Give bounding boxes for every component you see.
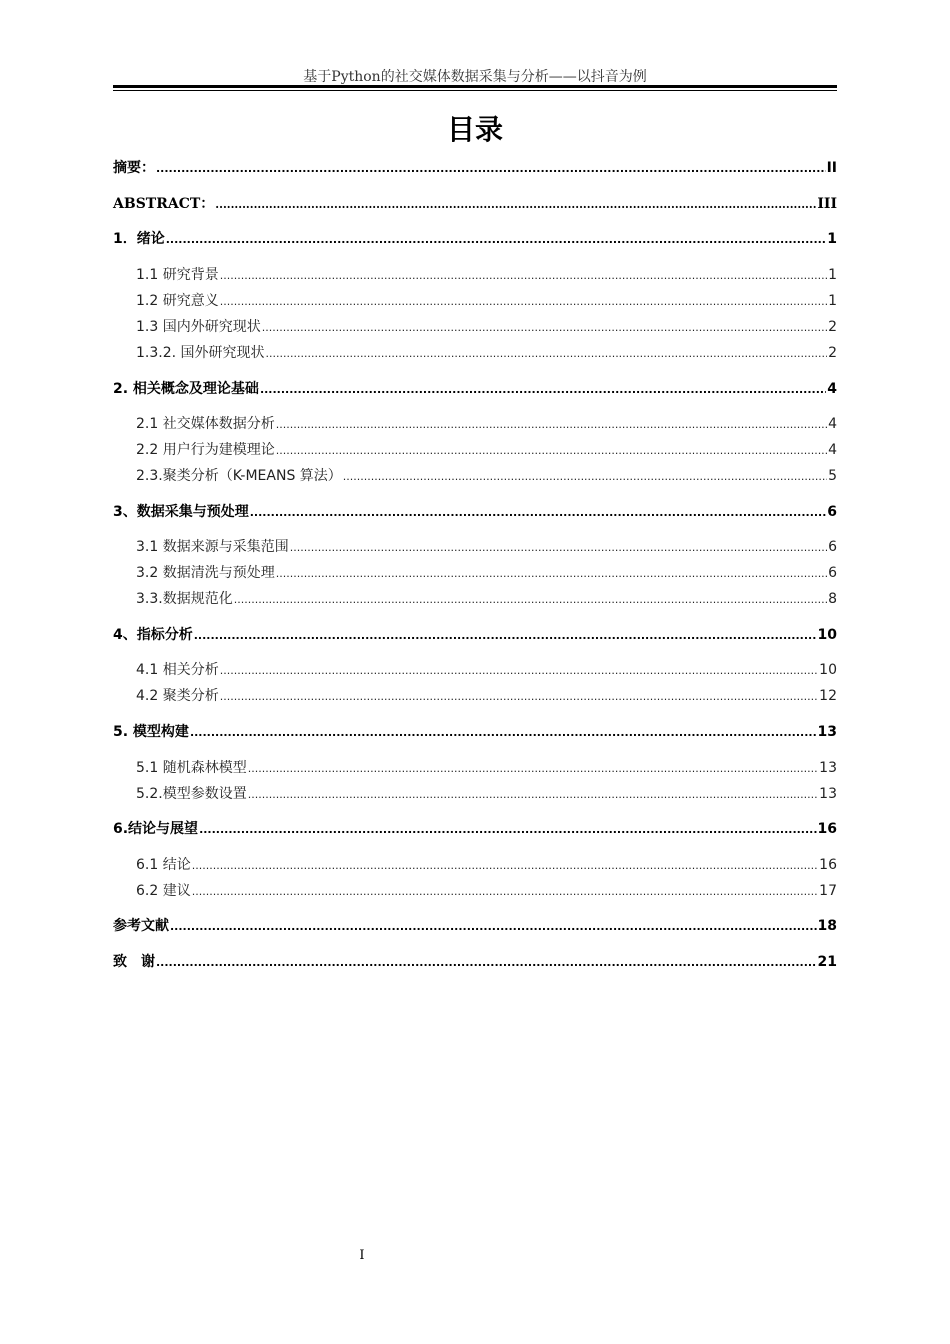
toc-entry-chapter-3[interactable]	[113, 501, 837, 521]
toc-entry-page: 21	[817, 954, 837, 970]
toc-entry-page: 1	[828, 293, 837, 309]
toc-entry-section[interactable]	[113, 316, 837, 336]
toc-entry-page: 4	[828, 442, 837, 458]
toc-entry-label: 5.1 随机森林模型	[136, 760, 247, 776]
toc-leader	[220, 690, 818, 703]
toc-entry-label: 4、指标分析	[113, 627, 193, 643]
toc-entry-page: 1	[827, 231, 837, 247]
toc-leader	[276, 567, 827, 580]
toc-entry-label: 4.1 相关分析	[136, 662, 219, 678]
toc-leader	[290, 541, 827, 554]
toc-leader	[220, 269, 827, 282]
toc-leader	[276, 418, 827, 431]
toc-entry-page: 17	[819, 883, 837, 899]
toc-leader	[199, 823, 816, 836]
toc-leader	[192, 859, 818, 872]
toc-entry-section[interactable]	[113, 588, 837, 608]
running-header: 基于Python的社交媒体数据采集与分析——以抖音为例	[303, 69, 647, 85]
toc-entry-label: 1.3 国内外研究现状	[136, 319, 261, 335]
toc-entry-page: 1	[828, 267, 837, 283]
toc-entry-chapter-2[interactable]	[113, 378, 837, 398]
toc-entry-label: 2.3.聚类分析（K-MEANS 算法）	[136, 468, 342, 484]
toc-entry-label: 3.1 数据来源与采集范围	[136, 539, 289, 555]
toc-leader	[250, 506, 827, 519]
toc-entry-label: 3.2 数据清洗与预处理	[136, 565, 275, 581]
toc-entry-label: ABSTRACT：	[113, 196, 215, 212]
toc-entry-section[interactable]	[113, 536, 837, 556]
toc-leader	[343, 470, 827, 483]
toc-entry-section[interactable]	[113, 413, 837, 433]
toc-leader	[156, 956, 817, 969]
toc-leader	[234, 593, 827, 606]
toc-entry-chapter-1[interactable]	[113, 228, 837, 248]
toc-entry-label: 6.1 结论	[136, 857, 191, 873]
toc-entry-label: 5. 模型构建	[113, 724, 189, 740]
toc-entry-section[interactable]	[113, 783, 837, 803]
toc-entry-label: 1.2 研究意义	[136, 293, 219, 309]
toc-leader	[220, 664, 818, 677]
toc-entry-references[interactable]	[113, 915, 837, 935]
toc-entry-label: 摘要：	[113, 160, 155, 176]
toc-entry-page: 5	[828, 468, 837, 484]
toc-leader	[220, 295, 827, 308]
toc-leader	[215, 198, 816, 211]
toc-entry-page: 13	[819, 786, 837, 802]
toc-entry-label: 2.2 用户行为建模理论	[136, 442, 275, 458]
toc-entry-section[interactable]	[113, 290, 837, 310]
toc-entry-page: 10	[817, 627, 837, 643]
toc-title: 目录	[446, 113, 503, 146]
toc-entry-page: 16	[817, 821, 837, 837]
header-rule-thick	[113, 85, 837, 88]
toc-entry-section[interactable]	[113, 465, 837, 485]
toc-entry-page: 8	[828, 591, 837, 607]
toc-entry-label: 2. 相关概念及理论基础	[113, 381, 259, 397]
toc-entry-page: 18	[817, 918, 837, 934]
toc-entry-section[interactable]	[113, 342, 837, 362]
toc-entry-section[interactable]	[113, 659, 837, 679]
toc-entry-section[interactable]	[113, 264, 837, 284]
toc-entry-label: 致 谢	[113, 954, 155, 970]
toc-entry-label: 1.3.2. 国外研究现状	[136, 345, 265, 361]
toc-entry-page: 6	[828, 539, 837, 555]
toc-leader	[266, 347, 828, 360]
header-rule-thin	[113, 90, 837, 91]
toc-entry-page: 12	[819, 688, 837, 704]
toc-entry-page: 6	[828, 565, 837, 581]
toc-entry-label: 1.1 研究背景	[136, 267, 219, 283]
toc-leader	[190, 726, 817, 739]
toc-entry-page: 13	[819, 760, 837, 776]
toc-entry-page: 2	[828, 345, 837, 361]
toc-leader	[166, 233, 827, 246]
toc-leader	[260, 383, 826, 396]
toc-entry-section[interactable]	[113, 854, 837, 874]
toc-entry-label: 3、数据采集与预处理	[113, 504, 249, 520]
toc-entry-chapter-4[interactable]	[113, 624, 837, 644]
toc-entry-label: 2.1 社交媒体数据分析	[136, 416, 275, 432]
toc-entry-label: 5.2.模型参数设置	[136, 786, 247, 802]
toc-entry-abstract-cn[interactable]	[113, 157, 837, 177]
toc-entry-page: 4	[828, 416, 837, 432]
toc-entry-section[interactable]	[113, 757, 837, 777]
toc-entry-abstract-en[interactable]	[113, 193, 837, 213]
toc-entry-acknowledgements[interactable]	[113, 951, 837, 971]
toc-entry-section[interactable]	[113, 880, 837, 900]
toc-entry-label: 3.3.数据规范化	[136, 591, 233, 607]
page-number: I	[359, 1248, 365, 1263]
toc-leader	[248, 788, 818, 801]
toc-entry-chapter-5[interactable]	[113, 721, 837, 741]
toc-leader	[276, 444, 827, 457]
toc-leader	[248, 762, 818, 775]
toc-leader	[170, 920, 817, 933]
toc-entry-page: 16	[819, 857, 837, 873]
toc-entry-page: 4	[827, 381, 837, 397]
toc-entry-page: 10	[819, 662, 837, 678]
toc-leader	[156, 162, 826, 175]
toc-entry-section[interactable]	[113, 562, 837, 582]
toc-entry-section[interactable]	[113, 685, 837, 705]
toc-entry-page: 13	[817, 724, 837, 740]
toc-entry-label: 4.2 聚类分析	[136, 688, 219, 704]
toc-entry-section[interactable]	[113, 439, 837, 459]
toc-leader	[194, 629, 817, 642]
toc-entry-page: 2	[828, 319, 837, 335]
toc-entry-page: II	[826, 160, 837, 176]
toc-entry-page: III	[817, 196, 837, 212]
toc-entry-chapter-6[interactable]	[113, 818, 837, 838]
toc-entry-label: 1．绪论	[113, 231, 165, 247]
toc-entry-label: 参考文献	[113, 918, 169, 934]
toc-leader	[262, 321, 827, 334]
toc-leader	[192, 885, 818, 898]
toc-entry-label: 6.2 建议	[136, 883, 191, 899]
toc-entry-page: 6	[827, 504, 837, 520]
toc-entry-label: 6.结论与展望	[113, 821, 199, 837]
